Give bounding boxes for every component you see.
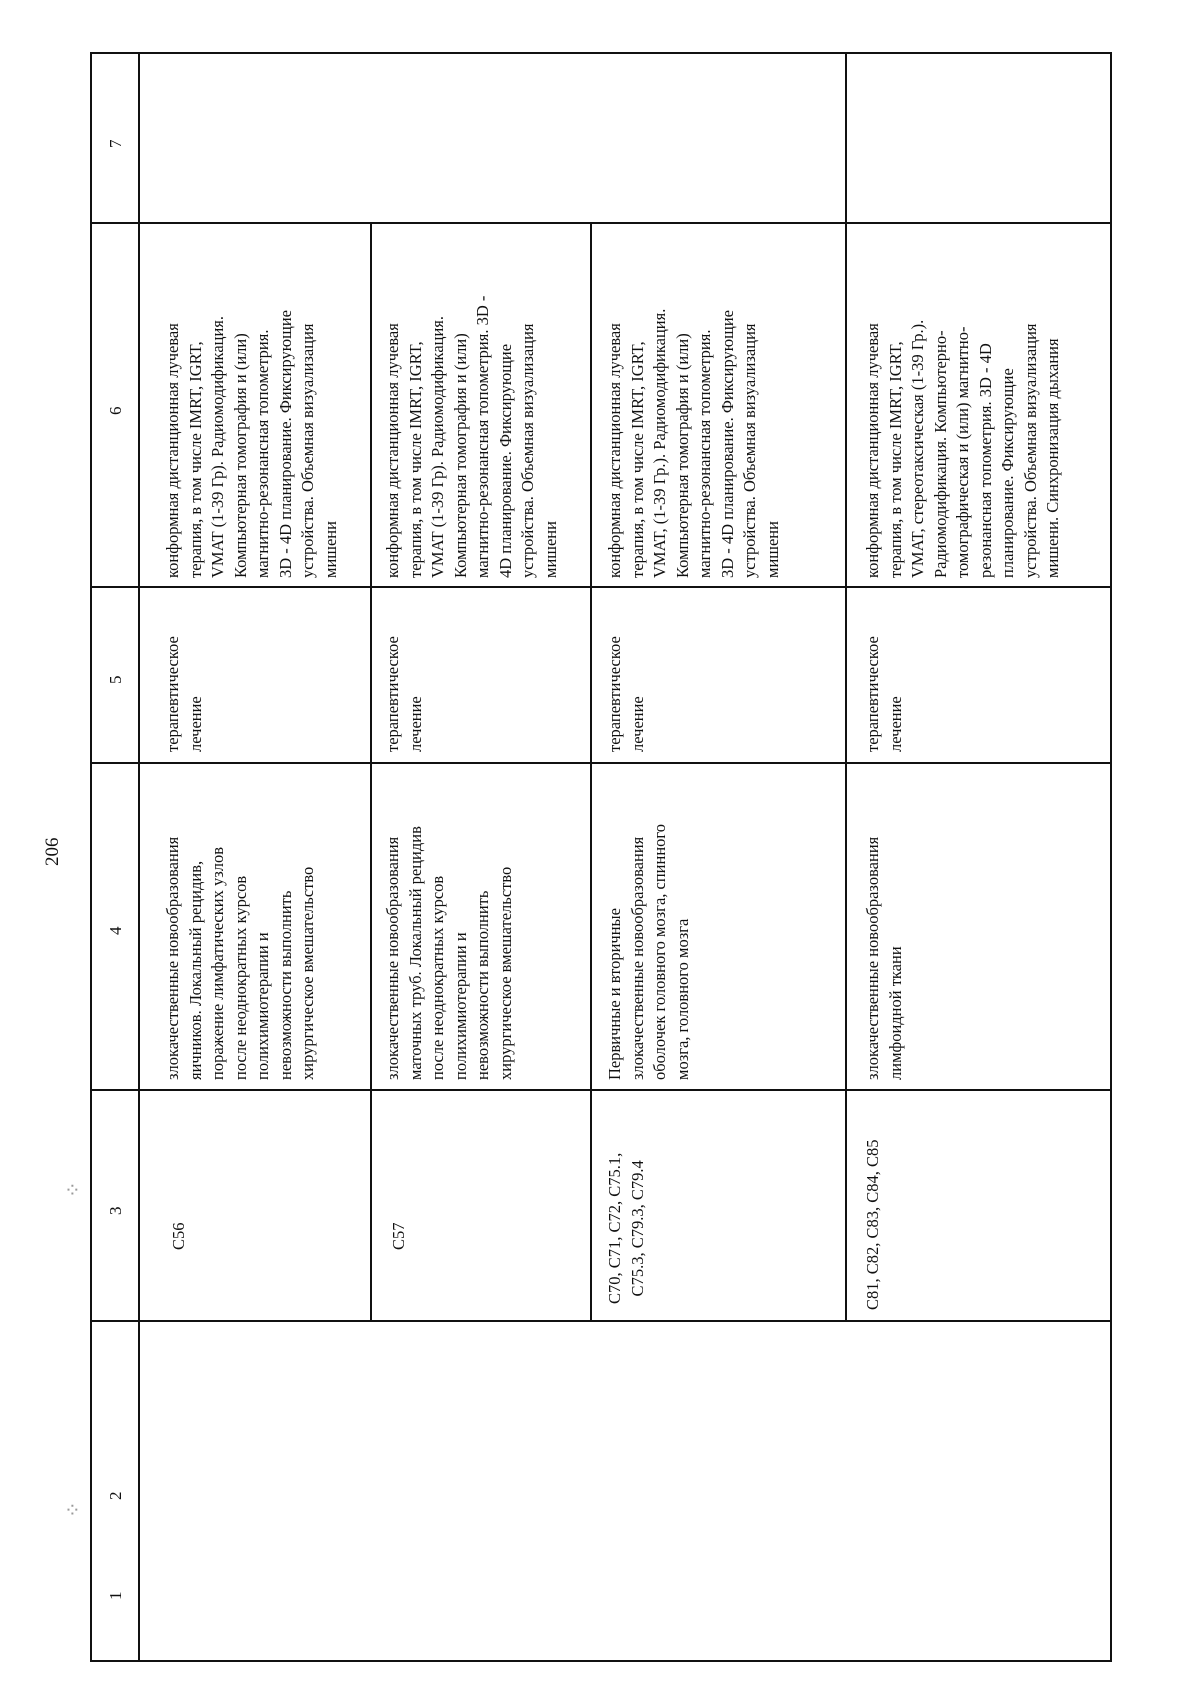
column-header: 3	[106, 1206, 125, 1215]
diagnosis-cell: злокачественные новообразования лимфоидной ткани	[863, 836, 905, 1080]
method-cell: конформная дистанционная лучевая терапия, в том числе IMRT, IGRT, VMAT, стереотаксическая (1-39 Гр.). Радиомодификация. Компьютерно- томографическая и (или) магнитно- резонансная топометрия. 3D - 4D планирование. Фиксирующие устройства. Объемная визуализация мишени. Синхронизация дыхания	[863, 319, 1062, 578]
diagnosis-cell: злокачественные новообразования маточных труб. Локальный рецидив после неоднократных курсов полихимиотерапии и невозможности выполнить хирургическое вмешательство	[383, 826, 515, 1080]
column-header: 4	[106, 926, 125, 935]
table-border	[90, 52, 1112, 54]
row-line	[590, 222, 592, 1322]
column-line	[90, 1320, 1112, 1322]
treatment-type-cell: терапевтическое лечение	[383, 636, 425, 752]
column-line	[90, 762, 1112, 764]
code-cell: C57	[389, 1222, 408, 1250]
column-line	[90, 1089, 1112, 1091]
column-header: 6	[106, 406, 125, 415]
column-header: 5	[106, 675, 125, 684]
method-cell: конформная дистанционная лучевая терапия, в том числе IMRT, IGRT, VMAT (1-39 Гр). Радиомодификация. Компьютерная томография и (или) магнитно-резонансная топометрия. 3D - 4D планирование. Фиксирующие устройства. Объемная визуализация мишени	[383, 295, 560, 578]
treatment-type-cell: терапевтическое лечение	[863, 636, 905, 752]
treatment-type-cell: терапевтическое лечение	[163, 636, 205, 752]
row-line	[370, 222, 372, 1322]
method-cell: конформная дистанционная лучевая терапия, в том числе IMRT, IGRT, VMAT, (1-39 Гр.). Радиомодификация. Компьютерная томография и (или) магнитно-резонансная топометрия. 3D - 4D планирование. Фиксирующие устройства. Объемная визуализация мишени	[605, 308, 782, 578]
code-cell: C81, C82, C83, C84, C85	[863, 1139, 882, 1310]
scan-speck: ⁘	[64, 1180, 81, 1202]
scan-speck: ⁘	[64, 1500, 81, 1522]
table-border	[1110, 52, 1112, 1662]
column-header: 1	[106, 1591, 125, 1600]
code-cell: C56	[169, 1222, 188, 1250]
column-header: 7	[106, 139, 125, 148]
code-cell: C70, C71, C72, C75.1, C75.3, C79.3, C79.4	[605, 1152, 647, 1304]
table-border	[90, 52, 92, 1662]
table-border	[90, 1660, 1112, 1662]
diagnosis-cell: Первичные и вторичные злокачественные новообразования оболочек головного мозга, спинного мозга, головного мозга	[605, 823, 692, 1080]
column-line	[90, 586, 1112, 588]
treatment-type-cell: терапевтическое лечение	[605, 636, 647, 752]
method-cell: конформная дистанционная лучевая терапия, в том числе IMRT, IGRT, VMAT (1-39 Гр). Радиомодификация. Компьютерная томография и (или) магнитно-резонансная топометрия. 3D - 4D планирование. Фиксирующие устройства. Объемная визуализация мишени	[163, 310, 340, 578]
column-header: 2	[106, 1491, 125, 1500]
column-line	[90, 222, 1112, 224]
diagnosis-cell: злокачественные новообразования яичников. Локальный рецидив, поражение лимфатических узлов после неоднократных курсов полихимиотерапии и невозможности выполнить хирургическое вмешательство	[163, 836, 317, 1080]
page-number: 206	[42, 837, 63, 866]
row-line	[845, 52, 847, 1322]
header-row-line	[138, 52, 140, 1662]
